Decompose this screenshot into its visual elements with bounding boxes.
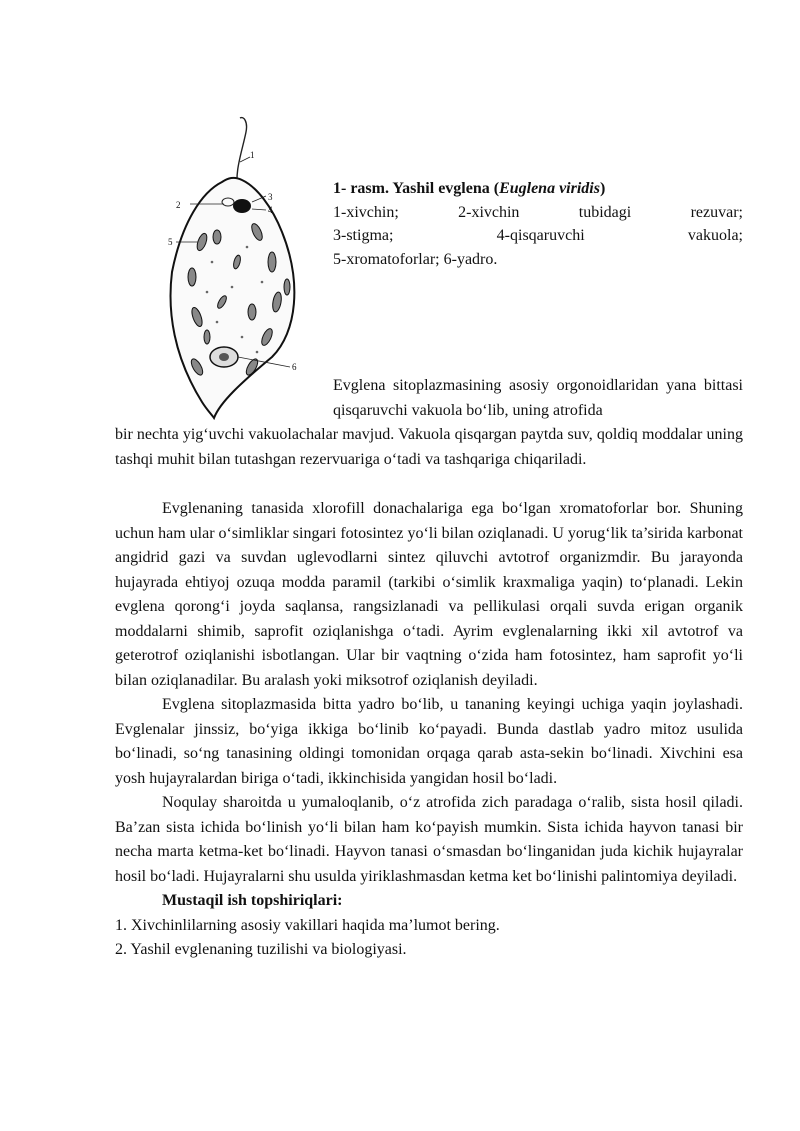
paragraph-1-rest: bir nechta yig‘uvchi vakuolachalar mavjud. Vakuola qisqargan paytda suv, qoldiq moddalar uning tashqi muhit bilan tutashgan rezervuariga o‘tadi va tashqariga chiqariladi. [115, 426, 743, 468]
figure-caption [333, 177, 743, 271]
caption-line-2: 1-xivchin; 2-xivchin tubidagi rezuvar; [333, 203, 743, 221]
figure-label-2: 2 [176, 200, 181, 210]
tasks-heading: Mustaqil ish topshiriqlari: [162, 892, 343, 909]
figure-label-6: 6 [292, 362, 297, 372]
euglena-illustration [162, 112, 312, 420]
caption-line-4: 5-xromatoforlar; 6-yadro. [333, 250, 498, 268]
figure-label-5: 5 [168, 237, 173, 247]
task-item-1: 1. Xivchinlilarning asosiy vakillari haqida ma’lumot bering. [115, 916, 500, 934]
paragraph-2: Evglenaning tanasida xlorofill donachalariga ega bo‘lgan xromatoforlar bor. Shuning uchun ham ular o‘simliklar singari fotosintez yo‘li bilan oziqlanadi. U yorug‘lik ta’sirida karbonat angidrid gazi va suvdan uglevodlarni sintez qiluvchi avtotrof organizmdir. Bu jarayonda hujayrada ehtiyoj ozuqa modda paramil (tarkibi o‘simlik kraxmaliga yaqin) to‘planadi. Lekin evglena qorong‘i joyda saqlansa, rangsizlanadi va pellikulasi orqali suvda erigan organik moddalarni shimib, saprofit oziqlanishga o‘tadi. Ayrim evglenalarning ikki xil avtotrof va geterotrof oziqlanishi isbotlangan. Ular bir vaqtning o‘zida ham fotosintez, ham saprofit yo‘li bilan oziqlanadilar. Bu aralash yoki miksotrof oziqlanish deyiladi. [115, 500, 743, 689]
paragraph-1-start: Evglena sitoplazmasining asosiy orgonoidlaridan yana bittasi qisqaruvchi vakuola bo‘lib, uning atrofida [333, 377, 743, 419]
paragraph-3: Evglena sitoplazmasida bitta yadro bo‘lib, u tananing keyingi uchiga yaqin joylashadi. Evglenalar jinssiz, bo‘yiga ikkiga bo‘linib ko‘payadi. Bunda dastlab yadro mitoz usulida bo‘linadi, so‘ng tanasining oldingi tomonidan orqaga qarab asta-sekin bo‘linadi. Xivchini esa yosh hujayralardan biriga o‘tadi, ikkinchisida yangidan hosil bo‘ladi. [115, 696, 743, 787]
caption-line-3: 3-stigma; 4-qisqaruvchi vakuola; [333, 227, 743, 244]
figure-label-4: 4 [268, 205, 273, 215]
paragraph-4: Noqulay sharoitda u yumaloqlanib, o‘z atrofida zich paradaga o‘ralib, sista hosil qiladi. Ba’zan sista ichida bo‘linish yo‘li bilan ham ko‘payish mumkin. Sista ichida hayvon tanasi bir necha marta ketma-ket bo‘linadi. Hayvon tanasi o‘smasdan bo‘linganidan juda kichik hujayralar hosil bo‘ladi. Hujayralarni shu usulda yiriklashmasdan ketma ket bo‘linishi palintomiya deyiladi. [115, 794, 743, 885]
figure-label-3: 3 [268, 192, 273, 202]
caption-title: 1- rasm. Yashil evglena (Euglena viridis) [333, 180, 606, 197]
caption-latin-name: Euglena viridis [499, 180, 600, 197]
euglena-drawing [162, 112, 312, 420]
figure-label-1: 1 [250, 150, 255, 160]
task-item-2: 2. Yashil evglenaning tuzilishi va biologiyasi. [115, 941, 407, 958]
body-text [115, 497, 743, 963]
